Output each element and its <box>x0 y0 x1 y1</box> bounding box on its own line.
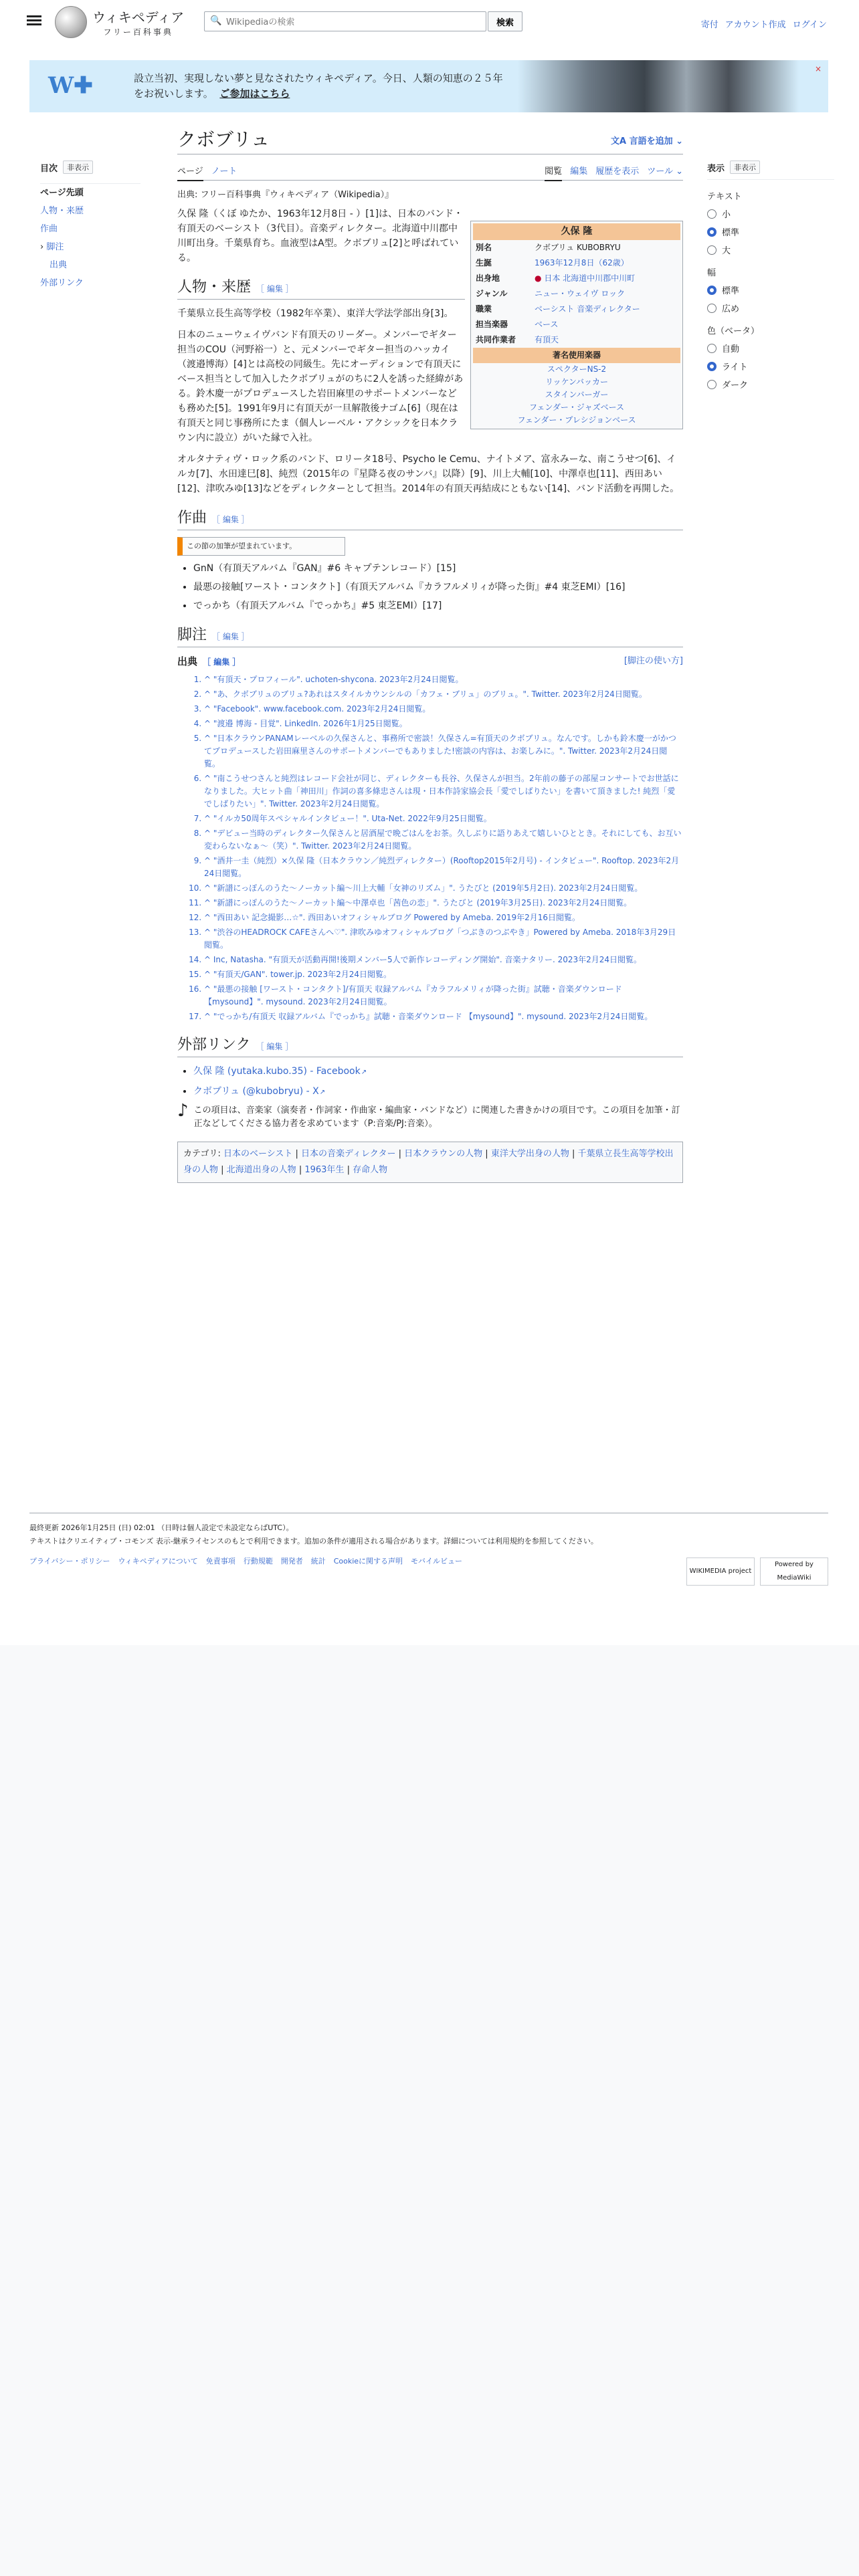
footer-link[interactable]: 免責事項 <box>205 1557 235 1566</box>
color-label: 色（ベータ） <box>707 326 760 336</box>
search-button[interactable]: 検索 <box>488 11 522 31</box>
instrument-link[interactable]: フェンダー・プレシジョンベース <box>517 415 636 425</box>
banner-image <box>518 60 799 112</box>
toc-title: 目次 <box>40 163 58 174</box>
infobox-label: 出身地 <box>476 274 500 283</box>
category-link[interactable]: 北海道出身の人物 <box>226 1165 296 1175</box>
tab-page[interactable]: ページ <box>177 164 203 181</box>
footer-link[interactable]: 行動規範 <box>243 1557 273 1566</box>
intro-paragraph: 久保 隆（くぼ ゆたか、1963年12月8日 - ）[1]は、日本のバンド・有頂天のベーシスト（3代目）。音楽ディレクター。北海道中川郡中川町出身。千葉県育ち。血液型はA型。クボブリュ[2]と呼ばれている。 <box>177 209 464 263</box>
infobox-associated[interactable]: 有頂天 <box>535 335 559 344</box>
toc-item-external-links[interactable]: 外部リンク <box>40 278 84 288</box>
infobox-label: ジャンル <box>476 289 508 298</box>
category-box: カテゴリ: 日本のベーシスト | 日本の音楽ディレクター | 日本クラウンの人物 | 東洋大学出身の人物 | 千葉県立長生高等学校出身の人物 | 北海道出身の人物 | 1963年生 | 存命人物 <box>177 1142 683 1183</box>
globe-logo-icon <box>55 6 87 38</box>
toc-item-sources[interactable]: 出典 <box>50 260 68 270</box>
japan-flag-icon: ● <box>535 274 542 283</box>
footer-link[interactable]: Cookieに関する声明 <box>333 1557 403 1566</box>
width-standard-radio[interactable]: 標準 <box>707 284 834 296</box>
biography-paragraph: 千葉県立長生高等学校（1982年卒業）、東洋大学法学部出身[3]。 <box>177 308 454 319</box>
tab-edit[interactable]: 編集 <box>570 167 588 177</box>
category-link[interactable]: 日本の音楽ディレクター <box>301 1149 396 1159</box>
biography-paragraph: 日本のニューウェイヴバンド有頂天のリーダー。メンバーでギター担当のCOU（河野裕一）と、元メンバーでギター担当のハッカイ（渡邉博海）[4]とは高校の同級生。先にオーディションで有頂天にベース担当として加入したクボブリュがのちに2人を誘った経緯がある。鈴木慶一がプロデュースした岩田麻里のサポートメンバーなども務めた[5]。1991年9月に有頂天が一旦解散後ナゴム[6]（現在は有頂天と同じ事務所にたま（個人レーベル・アクシックを日本クラウン内に設立）がいた縁で入社。 <box>177 330 464 443</box>
page-background <box>0 1645 859 2576</box>
stub-notice <box>177 1101 683 1131</box>
x-link[interactable]: クボブリュ (@kubobryu) - X ↗ <box>193 1086 325 1097</box>
appearance-panel <box>707 160 834 396</box>
from-wikipedia: 出典: フリー百科事典『ウィキペディア（Wikipedia）』 <box>177 190 394 200</box>
facebook-link[interactable]: 久保 隆 (yutaka.kubo.35) - Facebook ↗ <box>193 1066 367 1077</box>
reference-item[interactable]: 11. ^ "新譜にっぽんのうた〜ノーカット編〜中澤卓也「茜色の恋」". うたびと (2019年3月25日). 2023年2月24日閲覧。 <box>204 897 683 909</box>
mediawiki-badge[interactable]: Powered by MediaWiki <box>760 1558 828 1586</box>
reference-item[interactable]: 16. ^ "最悪の接触 [ワースト・コンタクト]/有頂天 収録アルバム『カラフルメリィが降った街』試聴・音楽ダウンロード 【mysound】". mysound. 2023年2月24日閲覧。 <box>204 983 683 1008</box>
toc-item-compositions[interactable]: 作曲 <box>40 224 58 234</box>
footer-link[interactable]: モバイルビュー <box>411 1557 463 1566</box>
infobox-instruments-head: 著名使用楽器 <box>473 348 680 363</box>
infobox <box>470 221 683 429</box>
infobox-genre[interactable]: ニュー・ウェイヴ ロック <box>535 289 626 298</box>
wikimedia-badge[interactable]: WIKIMEDIA project <box>686 1558 755 1586</box>
reference-item[interactable]: 4. ^ "渡邉 博海 - 目覚". LinkedIn. 2026年1月25日閲覧。 <box>204 718 683 730</box>
reference-list <box>204 673 683 1023</box>
infobox-label: 別名 <box>476 243 492 252</box>
search-input[interactable] <box>225 15 482 29</box>
footer-link[interactable]: プライバシー・ポリシー <box>29 1557 110 1566</box>
category-label: カテゴリ: <box>183 1149 221 1159</box>
fundraising-banner <box>29 60 828 112</box>
toc-item-notes[interactable]: 脚注 <box>46 242 64 252</box>
footer-link[interactable]: ウィキペディアについて <box>118 1557 198 1566</box>
width-wide-radio[interactable]: 広め <box>707 302 834 314</box>
category-link[interactable]: 存命人物 <box>353 1165 388 1175</box>
toc-hide-button[interactable]: 非表示 <box>63 160 93 174</box>
instrument-link[interactable]: リッケンバッカー <box>545 377 609 387</box>
reference-item[interactable]: 17. ^ "でっかち/有頂天 収録アルバム『でっかち』試聴・音楽ダウンロード 【mysound】". mysound. 2023年2月24日閲覧。 <box>204 1010 683 1023</box>
section-heading: 外部リンク <box>177 1037 251 1053</box>
reference-item[interactable]: 10. ^ "新譜にっぽんのうた〜ノーカット編〜川上大輔「女神のリズム」". うたびと (2019年5月2日). 2023年2月24日閲覧。 <box>204 882 683 895</box>
reference-item[interactable]: 15. ^ "有頂天/GAN". tower.jp. 2023年2月24日閲覧。 <box>204 968 683 981</box>
reference-item[interactable]: 1. ^ "有頂天・プロフィール". uchoten-shycona. 2023年2月24日閲覧。 <box>204 673 683 686</box>
infobox-alias: クボブリュ KUBOBRYU <box>535 243 621 252</box>
reference-item[interactable]: 14. ^ Inc, Natasha. "有頂天が活動再開!後期メンバー5人で新作レコーディング開始". 音楽ナタリー. 2023年2月24日閲覧。 <box>204 954 683 966</box>
infobox-instrument[interactable]: ベース <box>535 320 559 329</box>
subsection-heading: 出典 <box>177 655 198 667</box>
text-large-radio[interactable]: 大 <box>707 243 834 256</box>
toc-toggle-icon[interactable]: › <box>40 242 44 252</box>
last-updated: 最終更新 2026年1月25日 (日) 02:01 （日時は個人設定で未設定ならばUTC）。 <box>29 1523 294 1532</box>
toc-item-biography[interactable]: 人物・来歴 <box>40 206 84 216</box>
text-small-radio[interactable]: 小 <box>707 207 834 220</box>
reference-item[interactable]: 3. ^ "Facebook". www.facebook.com. 2023年2月24日閲覧。 <box>204 703 683 716</box>
footer-link[interactable]: 統計 <box>310 1557 326 1566</box>
tab-read[interactable]: 閲覧 <box>545 164 562 181</box>
site-logo[interactable] <box>55 5 184 39</box>
category-link[interactable]: 千葉県立長生高等学校出身の人物 <box>183 1149 674 1175</box>
main-menu-icon[interactable] <box>27 13 41 28</box>
instrument-link[interactable]: スタインバーガー <box>545 390 609 399</box>
category-link[interactable]: 日本のベーシスト <box>223 1149 293 1159</box>
section-heading: 脚注 <box>177 627 207 643</box>
composition-item: • 最悪の接触[ワースト・コンタクト]（有頂天アルバム『カラフルメリィが降った街』#4 東芝EMI）[16] <box>193 580 683 595</box>
page-title: クボブリュ <box>177 128 270 150</box>
table-of-contents <box>40 160 140 292</box>
login-link[interactable]: ログイン <box>792 20 827 30</box>
width-label: 幅 <box>707 268 717 278</box>
category-link[interactable]: 東洋大学出身の人物 <box>490 1149 569 1159</box>
text-standard-radio[interactable]: 標準 <box>707 225 834 238</box>
infobox-label: 生誕 <box>476 258 492 267</box>
edit-section-link[interactable]: ［ 編集 ］ <box>256 284 294 294</box>
add-language-button[interactable]: 文A 言語を追加 ⌄ <box>610 136 683 146</box>
edit-section-link[interactable]: ［ 編集 ］ <box>203 657 241 667</box>
edit-section-link[interactable]: ［ 編集 ］ <box>212 515 250 524</box>
license-text: テキストはクリエイティブ・コモンズ 表示-継承ライセンスのもとで利用できます。追加の条件が適用される場合があります。詳細については利用規約を参照してください。 <box>29 1537 598 1545</box>
appearance-title: 表示 <box>707 163 725 174</box>
appearance-hide-button[interactable]: 非表示 <box>730 160 760 174</box>
text-size-label: テキスト <box>707 192 742 202</box>
category-link[interactable]: 日本クラウンの人物 <box>404 1149 483 1159</box>
instrument-link[interactable]: フェンダー・ジャズベース <box>529 403 625 412</box>
edit-section-link[interactable]: ［ 編集 ］ <box>256 1042 294 1051</box>
reference-item[interactable]: 7. ^ "イルカ50周年スペシャルインタビュー！". Uta-Net. 2022年9月25日閲覧。 <box>204 813 683 825</box>
category-link[interactable]: 1963年生 <box>304 1165 345 1175</box>
edit-section-link[interactable]: ［ 編集 ］ <box>212 632 250 641</box>
site-subtitle: フリー百科事典 <box>103 27 173 37</box>
toc-item-top[interactable]: ページ先頭 <box>40 188 84 198</box>
color-light-radio[interactable]: ライト <box>707 360 834 372</box>
page-footer <box>29 1513 828 1582</box>
footnote-guide-link[interactable]: [脚注の使い方] <box>624 656 683 666</box>
composition-item: • GnN（有頂天アルバム『GAN』#6 キャプテンレコード）[15] <box>193 561 683 576</box>
infobox-label: 職業 <box>476 304 492 314</box>
infobox-birth[interactable]: 1963年12月8日（62歳） <box>535 258 629 267</box>
composition-item: • でっかち（有頂天アルバム『でっかち』#5 東芝EMI）[17] <box>193 599 683 613</box>
banner-join-link[interactable]: ご参加はこちら <box>219 88 290 100</box>
banner-close-button[interactable]: × <box>814 64 822 74</box>
reference-item[interactable]: 8. ^ "デビュー当時のディレクター久保さんと居酒屋で晩ごはんをお茶。久しぶりに語りあえて嬉しいひととき。それにしても、お互い変わらないなぁ〜（笑）". Twitter. 2023年2月24日閲覧。 <box>204 827 683 853</box>
reference-item[interactable]: 5. ^ "日本クラウンPANAMレーベルの久保さんと、事務所で密談！久保さん=有頂天のクボブリュ。なんです。しかも鈴木慶一がかつてプロデュースした岩田麻里さんのサポートメンバーでもありました!密談の内容は、お楽しみに。". Twitter. 2023年2月24日閲覧。 <box>204 732 683 770</box>
color-dark-radio[interactable]: ダーク <box>707 378 834 391</box>
section-heading: 作曲 <box>177 510 207 526</box>
reference-item[interactable]: 2. ^ "あ、クボブリュのブリュ?あれはスタイルカウンシルの「カフェ・ブリュ」のブリュ。". Twitter. 2023年2月24日閲覧。 <box>204 688 683 701</box>
section-heading: 人物・来歴 <box>177 279 252 296</box>
infobox-label: 担当楽器 <box>476 320 508 329</box>
reference-item[interactable]: 6. ^ "南こうせつさんと純烈はレコード会社が同じ、ディレクターも長谷、久保さんが担当。2年前の藤子の部屋コンサートでお世話になりました。大ヒット曲「神田川」作詞の喜多條忠さんは現・日本作詩家協会長「愛でしばりたい」を書いて頂きました! 純烈「愛でしばりたい」". Twitter. 2023年2月24日閲覧。 <box>204 772 683 811</box>
biography-paragraph: オルタナティヴ・ロック系のバンド、ロリータ18号、Psycho le Cemu、ナイトメア、富永みーな、南こうせつ[6]、イルカ[7]、水田達巳[8]、純烈（2015年の『星降る夜のサンバ』以降）[9]、川上大輔[10]、中澤卓也[11]、西田あい[12]、津吹みゆ[13]などをディレクターとして担当。2014年の有頂天再結成にともない[14]、バンド活動を再開した。 <box>177 454 680 494</box>
reference-item[interactable]: 13. ^ "渋谷のHEADROCK CAFEさんへ♡". 津吹みゆオフィシャルブログ「つぶきのつぶやき」Powered by Ameba. 2018年3月29日閲覧。 <box>204 926 683 952</box>
wikipedia25-logo-icon: W✚ <box>48 72 93 99</box>
user-links <box>701 17 827 30</box>
tab-history[interactable]: 履歴を表示 <box>595 167 640 177</box>
main-content <box>177 127 683 1183</box>
stub-text: この項目は、音楽家（演奏者・作詞家・作曲家・編曲家・バンドなど）に関連した書きかけの項目です。この項目を加筆・訂正などしてくださる協力者を求めています（P:音楽/PJ:音楽）。 <box>193 1105 680 1129</box>
search-icon: 🔍 <box>210 15 222 26</box>
instrument-link[interactable]: スペクターNS-2 <box>547 364 607 374</box>
color-auto-radio[interactable]: 自動 <box>707 342 834 354</box>
site-header <box>0 0 859 45</box>
search-box[interactable] <box>204 11 486 31</box>
infobox-name: 久保 隆 <box>473 223 680 240</box>
infobox-occupation[interactable]: ベーシスト 音楽ディレクター <box>535 304 640 314</box>
expansion-notice: この節の加筆が望まれています。 <box>177 537 345 556</box>
musician-stub-icon: ♪ <box>177 1101 189 1121</box>
create-account-link[interactable]: アカウント作成 <box>725 20 786 30</box>
page-tabs <box>177 160 683 181</box>
tab-tools[interactable]: ツール ⌄ <box>647 167 683 177</box>
infobox-label: 共同作業者 <box>476 335 516 344</box>
site-title: ウィキペディア <box>92 9 185 25</box>
banner-text: 設立当初、実現しない夢と見なされたウィキペディア。今日、人類の知恵の２５年をお祝いします。 ご参加はこちら <box>134 72 503 100</box>
footer-link[interactable]: 開発者 <box>280 1557 303 1566</box>
tab-talk[interactable]: ノート <box>211 167 237 177</box>
infobox-origin[interactable]: 日本 北海道中川郡中川町 <box>544 274 636 283</box>
donate-link[interactable]: 寄付 <box>700 20 719 30</box>
reference-item[interactable]: 9. ^ "酒井一圭（純烈）×久保 隆（日本クラウン／純烈ディレクター）(Rooftop2015年2月号) - インタビュー". Rooftop. 2023年2月24日閲覧。 <box>204 855 683 880</box>
reference-item[interactable]: 12. ^ "西田あい 記念撮影…☆". 西田あいオフィシャルブログ Powered by Ameba. 2019年2月16日閲覧。 <box>204 911 683 924</box>
